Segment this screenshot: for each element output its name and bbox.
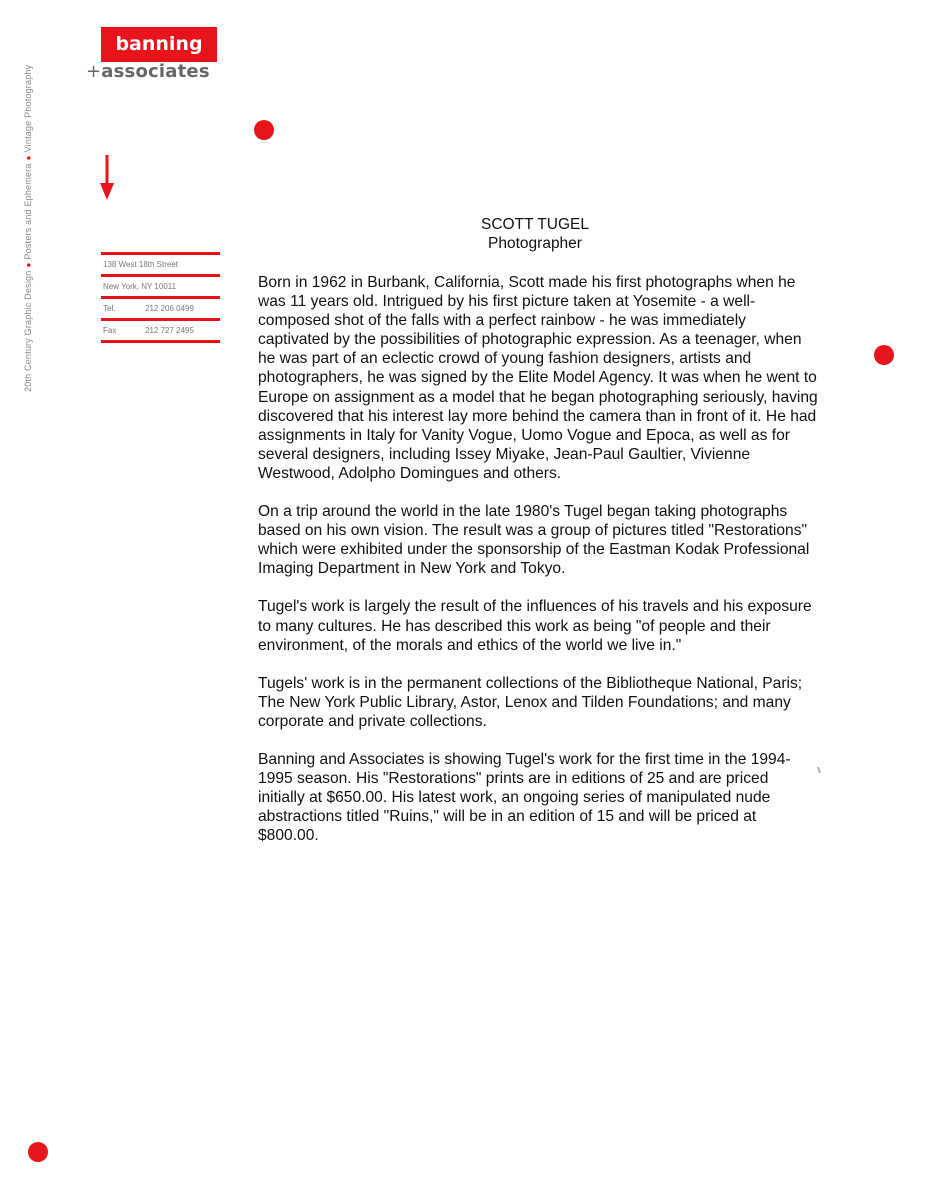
biography-body — [258, 273, 818, 864]
logo-associates-text: associates — [101, 61, 210, 82]
letterhead-side-tagline — [23, 65, 33, 392]
logo-banning: banning — [101, 27, 217, 62]
red-dot-icon — [254, 120, 274, 140]
tagline-photography: Vintage Photography — [23, 64, 33, 153]
address-divider — [101, 340, 220, 343]
bullet-icon: ● — [24, 262, 33, 268]
paragraph: Tugels' work is in the permanent collections of the Bibliotheque National, Paris; The New York Public Library, Astor, Lenox and Tilden Foundations; and many corporate and private collections. — [258, 674, 803, 730]
down-arrow-icon — [99, 155, 115, 200]
address-fax — [101, 321, 220, 340]
bullet-icon: ● — [24, 155, 33, 161]
paragraph: Born in 1962 in Burbank, California, Scott made his first photographs when he was 11 years old. Intrigued by his first picture taken at Yosemite - a well-composed shot of the falls with a perfect rainbow - he was immediately captivated by the possibilities of photographic expression. As a teenager, when he was part of an eclectic crowd of young fashion designers, artists and photographers, he was signed by the Elite Model Agency. It was when he went to Europe on assignment as a model that he began photographing seriously, having discovered that his interest lay more behind the camera than in front of it. He had assignments in Italy for Vanity Vogue, Uomo Vogue and Epoca, as well as for several designers, including Issey Miyake, Jean-Paul Gaultier, Vivienne Westwood, Adolpho Domingues and others. — [258, 274, 818, 482]
logo-plus: + — [86, 61, 102, 82]
artist-name: SCOTT TUGEL — [481, 216, 589, 233]
artist-role: Photographer — [488, 235, 582, 252]
paragraph: Tugel's work is largely the result of the influences of his travels and his exposure to many cultures. He has described this work as being "of people and their environment, of the morals and ethics of the world we live in." — [258, 598, 812, 654]
address-tel — [101, 299, 220, 318]
address-street: 138 West 18th Street — [103, 260, 179, 269]
tagline-posters: Posters and Ephemera — [23, 163, 33, 260]
address-city: New York, NY 10011 — [103, 282, 177, 291]
tel-number: 212 206 0499 — [145, 304, 194, 313]
paragraph: On a trip around the world in the late 1980's Tugel began taking photographs based on his own vision. The result was a group of pictures titled "Restorations" which were exhibited under the sponsorship of the Eastman Kodak Professional Imaging Department in New York and Tokyo. — [258, 503, 810, 578]
address-block — [101, 252, 220, 343]
document-heading — [260, 215, 810, 253]
tagline-graphic-design: 20th Century Graphic Design — [23, 270, 33, 392]
fax-label: Fax — [103, 326, 117, 335]
fax-number: 212 727 2495 — [145, 326, 194, 335]
tel-label: Tel. — [103, 304, 116, 313]
logo-associates — [86, 61, 222, 82]
red-dot-icon — [28, 1142, 48, 1162]
paragraph: Banning and Associates is showing Tugel's work for the first time in the 1994-1995 season. His "Restorations" prints are in editions of 25 and are priced initially at $650.00. His latest work, an ongoing series of manipulated nude abstractions titled "Ruins," will be in an edition of 15 and will be priced at $800.00. — [258, 750, 791, 845]
red-dot-icon — [874, 345, 894, 365]
